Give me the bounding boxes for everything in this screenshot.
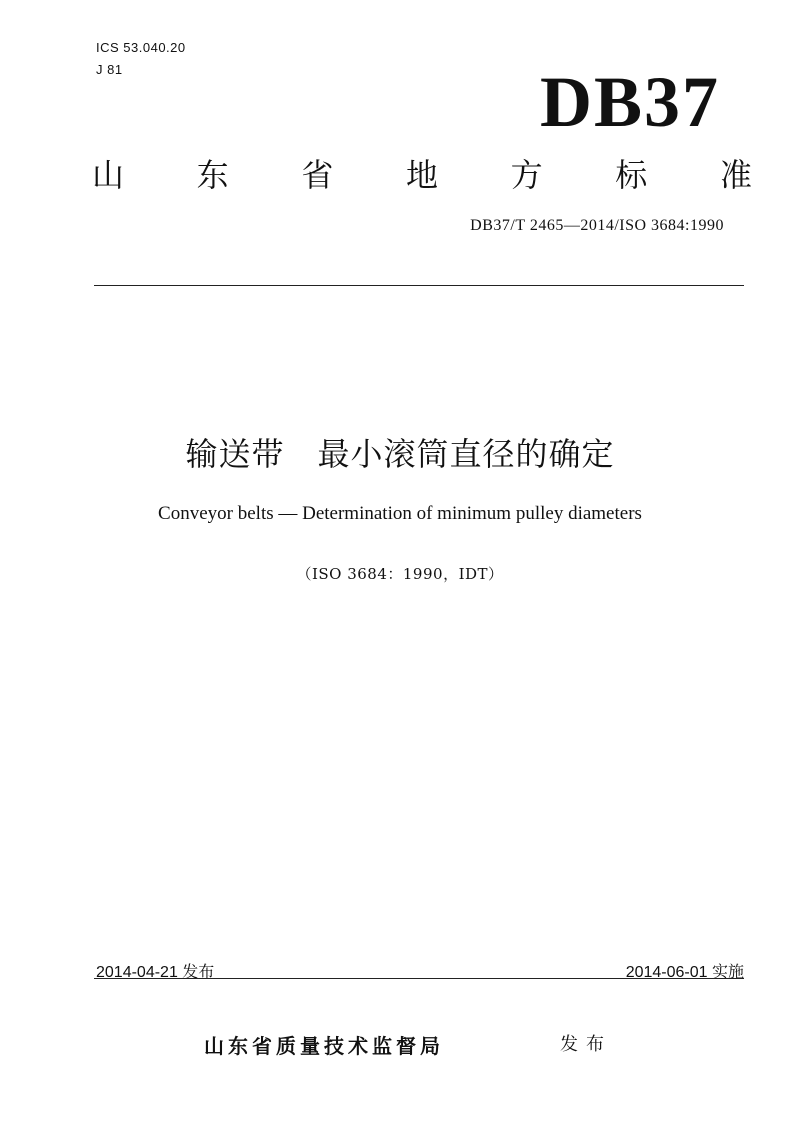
header-divider [94,285,744,286]
standard-type-char: 省 [301,156,334,194]
footer-divider [94,978,744,979]
standard-type-char: 准 [719,156,752,194]
standard-type-char: 东 [196,156,229,194]
standard-number: DB37/T 2465—2014/ISO 3684:1990 [470,217,724,234]
title-english: Conveyor belts — Determination of minimum pulley diameters [158,503,642,524]
standard-type-char: 山 [92,156,125,194]
standard-type-char: 标 [615,156,648,194]
iso-equivalence: （ISO 3684：1990，IDT） [296,565,504,583]
implement-date: 2014-06-01 实施 [625,964,744,981]
db37-logo: DB37 [539,62,720,142]
issuing-authority: 山东省质量技术监督局 [204,1034,444,1058]
standard-type-char: 方 [510,156,543,194]
ics-code: ICS 53.040.20 [96,40,186,55]
standard-type-heading [92,152,752,198]
publish-date: 2014-04-21 发布 [96,964,215,981]
standard-type-char: 地 [405,156,438,194]
classification-code: J 81 [96,62,123,77]
title-chinese: 输送带 最小滚筒直径的确定 [185,435,615,473]
issue-label: 发布 [560,1034,612,1055]
